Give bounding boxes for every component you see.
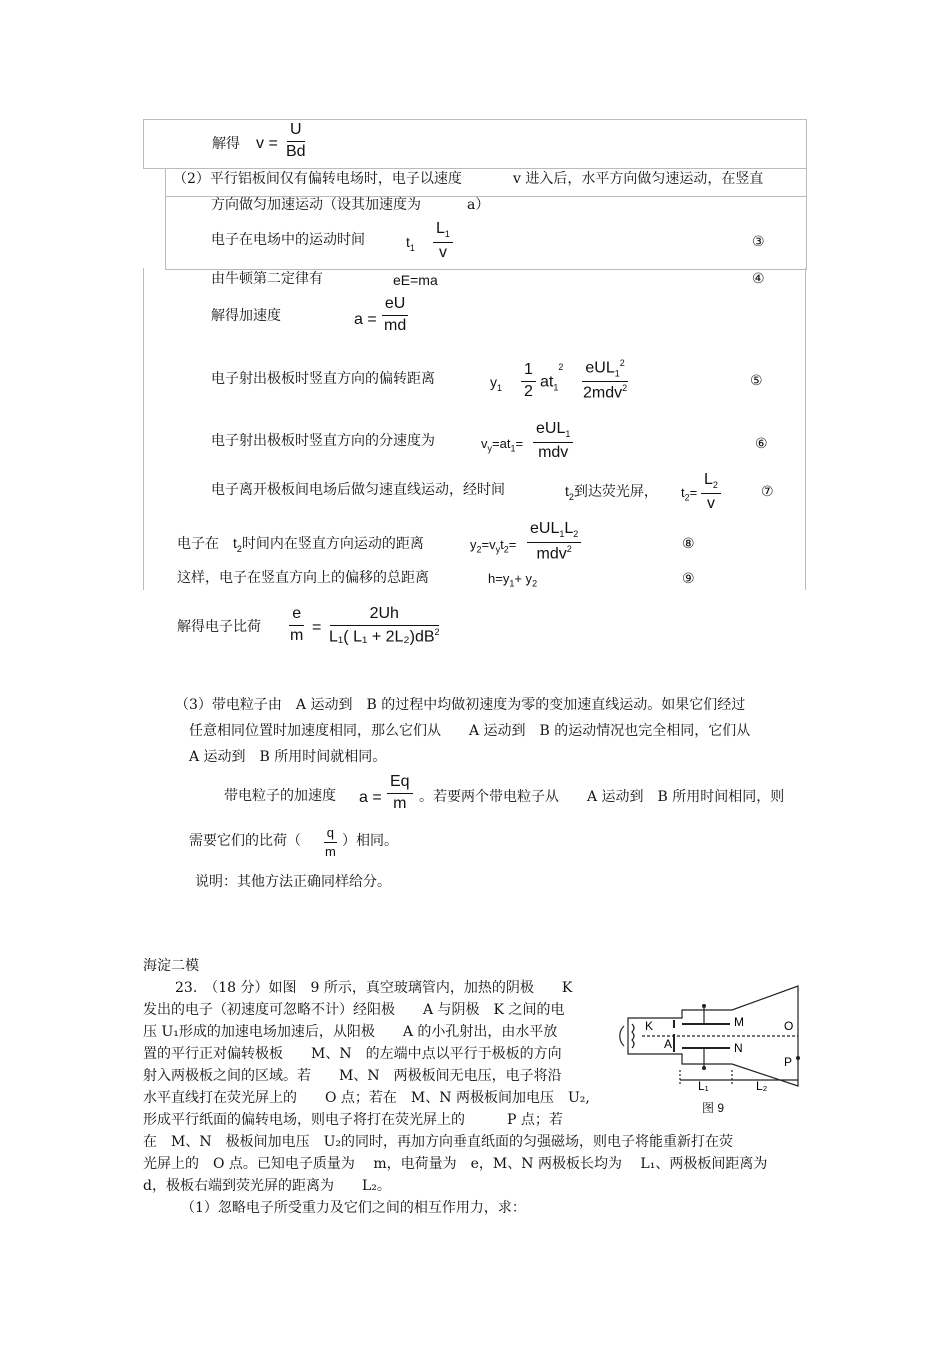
part2-intro-2b: a） xyxy=(467,197,490,213)
mark-7: ⑦ xyxy=(761,484,774,500)
v-fraction xyxy=(283,122,309,161)
h-expr: $h=y_1+ y_2$ xyxy=(488,571,538,589)
v-num: U xyxy=(287,122,305,142)
t2-label: 电子离开极板间电场后做匀速直线运动，经时间 xyxy=(211,482,505,498)
part3-acc-label: 带电粒子的加速度 xyxy=(224,788,336,804)
half-num: 1 xyxy=(521,362,536,382)
mark-5: ⑤ xyxy=(750,373,763,389)
t1-fraction xyxy=(433,221,453,261)
part3-acc-lhs: a = xyxy=(359,789,382,806)
time-label: 电子在电场中的运动时间 xyxy=(211,232,365,248)
figure-9-diagram xyxy=(612,980,812,1100)
t2-lhs: $t_2=$ xyxy=(681,485,698,503)
problem-line7: 形成平行纸面的偏转电场，则电子将打在荧光屏上的 P 点；若 xyxy=(143,1112,563,1128)
newton-label: 由牛顿第二定律有 xyxy=(211,271,323,287)
part3-acc-fraction xyxy=(387,774,413,813)
problem-line8: 在 M、N 极板间加电压 U₂的同时，再加方向垂直纸面的匀强磁场，则电子将能重新打在荧 xyxy=(143,1134,733,1150)
part3-ratio-fraction xyxy=(322,826,339,858)
y2-num: $eUL_1L_2$ xyxy=(527,521,581,543)
h-label: 这样，电子在竖直方向上的偏移的总距离 xyxy=(177,570,429,586)
problem-line1: 23. （18 分）如图 9 所示，真空玻璃管内，加热的阴极 K xyxy=(175,980,573,996)
part2-intro-2a: 方向做匀加速运动（设其加速度为 xyxy=(211,197,421,213)
ratio-num: 2Uh xyxy=(330,606,439,626)
at-squared: $at_1^2$ xyxy=(540,362,564,393)
t1-symbol: $t_1$ xyxy=(406,234,415,253)
t2-fraction xyxy=(701,472,721,512)
y1-num: eUL$_1^2$ xyxy=(582,359,627,382)
t2-den: v xyxy=(706,494,715,512)
label-M: M xyxy=(734,1015,744,1029)
ratio-lhs-num: e xyxy=(289,606,304,626)
acc-label: 解得加速度 xyxy=(211,308,281,324)
half-fraction xyxy=(521,362,536,401)
part3-acc-tail: 。若要两个带电粒子从 A 运动到 B 所用时间相同，则 xyxy=(419,789,785,805)
ratio-den: L₁( $L_1 + 2L_2)dB^2$ xyxy=(329,626,440,646)
newton-eq: eE=ma xyxy=(393,272,438,288)
mark-8: ⑧ xyxy=(682,536,695,552)
problem-line10: d，极板右端到荧光屏的距离为 L₂。 xyxy=(143,1178,391,1194)
y1-label: 电子射出极板时竖直方向的偏转距离 xyxy=(211,371,435,387)
label-P: P xyxy=(784,1055,793,1069)
ratio-label: 解得电子比荷 xyxy=(177,619,261,635)
frame-top xyxy=(143,119,807,169)
y2-den: mdv$^2$ xyxy=(536,543,572,562)
problem-line11: （1）忽略电子所受重力及它们之间的相互作用力，求： xyxy=(181,1200,526,1216)
ratio-lhs-fraction xyxy=(287,606,306,645)
problem-line5: 射入两极板之间的区域。若 M、N 两极板间无电压，电子将沿 xyxy=(143,1068,562,1084)
part3-line2: 任意相同位置时加速度相同，那么它们从 A 运动到 B 的运动情况也完全相同，它们从 xyxy=(189,723,751,739)
t2-text: $t_2$到达荧光屏， xyxy=(565,483,658,502)
figure-caption: 图 9 xyxy=(702,1101,725,1115)
mark-3: ③ xyxy=(752,234,765,250)
ratio-eq: = xyxy=(312,619,322,636)
part2-intro-1b: v 进入后，水平方向做匀速运动，在竖直 xyxy=(513,171,764,187)
frame-right-line xyxy=(805,268,806,590)
v-den: Bd xyxy=(286,142,306,160)
vy-den: mdv xyxy=(538,443,569,461)
cathode-filament xyxy=(632,1024,634,1048)
problem-source: 海淀二模 xyxy=(143,958,199,974)
part3-ratio-den: m xyxy=(325,843,336,859)
frame-left-line xyxy=(143,268,144,590)
label-O: O xyxy=(784,1019,794,1033)
y2-expr: $y_2=v_yt_2=$ xyxy=(470,537,517,555)
part3-acc-num: Eq xyxy=(387,774,413,794)
y1-fraction xyxy=(580,359,630,402)
part3-note: 说明：其他方法正确同样给分。 xyxy=(195,874,391,890)
y1-symbol: $y_1$ xyxy=(490,374,503,393)
part3-line3: A 运动到 B 所用时间就相同。 xyxy=(189,749,387,765)
part3-ratio-a: 需要它们的比荷（ xyxy=(189,833,301,849)
t1-num: $L_1$ xyxy=(433,221,453,243)
vy-num: eUL$_1$ xyxy=(533,421,573,443)
ratio-lhs-den: m xyxy=(290,626,304,644)
problem-line3: 压 U₁形成的加速电场加速后，从阳极 A 的小孔射出，由水平放 xyxy=(143,1024,558,1040)
solve-label: 解得 xyxy=(212,136,240,152)
y2-label: 电子在 $t_2$时间内在竖直方向运动的距离 xyxy=(177,535,424,554)
problem-line6: 水平直线打在荧光屏上的 O 点；若在 M、N 两极板间加电压 U₂, xyxy=(143,1090,590,1106)
vy-expr: $v_y=at_1=$ xyxy=(481,436,524,454)
mark-4: ④ xyxy=(752,271,765,287)
part2-intro-1a: （2）平行铝板间仅有偏转电场时，电子以速度 xyxy=(173,171,462,187)
part3-acc-den: m xyxy=(393,794,407,812)
label-A: A xyxy=(664,1037,673,1051)
t1-den: v xyxy=(438,243,447,261)
problem-line2: 发出的电子（初速度可忽略不计）经阳极 A 与阴极 K 之间的电 xyxy=(143,1002,565,1018)
acc-lhs: a = xyxy=(354,311,377,328)
problem-line4: 置的平行正对偏转极板 M、N 的左端中点以平行于极板的方向 xyxy=(143,1046,562,1062)
acc-fraction xyxy=(381,296,409,335)
part3-ratio-num: q xyxy=(324,826,337,843)
label-L1: L₁ xyxy=(698,1079,709,1093)
vy-fraction xyxy=(533,421,573,461)
t2-num: $L_2$ xyxy=(701,472,721,494)
mark-9: ⑨ xyxy=(682,571,695,587)
ratio-fraction xyxy=(326,606,443,646)
acc-num: eU xyxy=(382,296,408,316)
acc-den: md xyxy=(384,316,407,334)
y2-fraction xyxy=(527,521,581,563)
half-den: 2 xyxy=(524,382,533,400)
part3-ratio-b: ）相同。 xyxy=(342,833,398,849)
vy-label: 电子射出极板时竖直方向的分速度为 xyxy=(211,433,435,449)
mark-6: ⑥ xyxy=(755,436,768,452)
label-N: N xyxy=(734,1041,743,1055)
part3-line1: （3）带电粒子由 A 运动到 B 的过程中均做初速度为零的变加速直线运动。如果它们经过 xyxy=(175,697,746,713)
v-lhs: v = xyxy=(256,135,278,152)
y1-den: 2mdv$^2$ xyxy=(583,382,628,402)
label-L2: L₂ xyxy=(756,1079,768,1093)
label-K: K xyxy=(645,1019,654,1033)
problem-line9: 光屏上的 O 点。已知电子质量为 m，电荷量为 e，M、N 两极板长均为 L₁、两极板间距离为 xyxy=(143,1156,768,1172)
